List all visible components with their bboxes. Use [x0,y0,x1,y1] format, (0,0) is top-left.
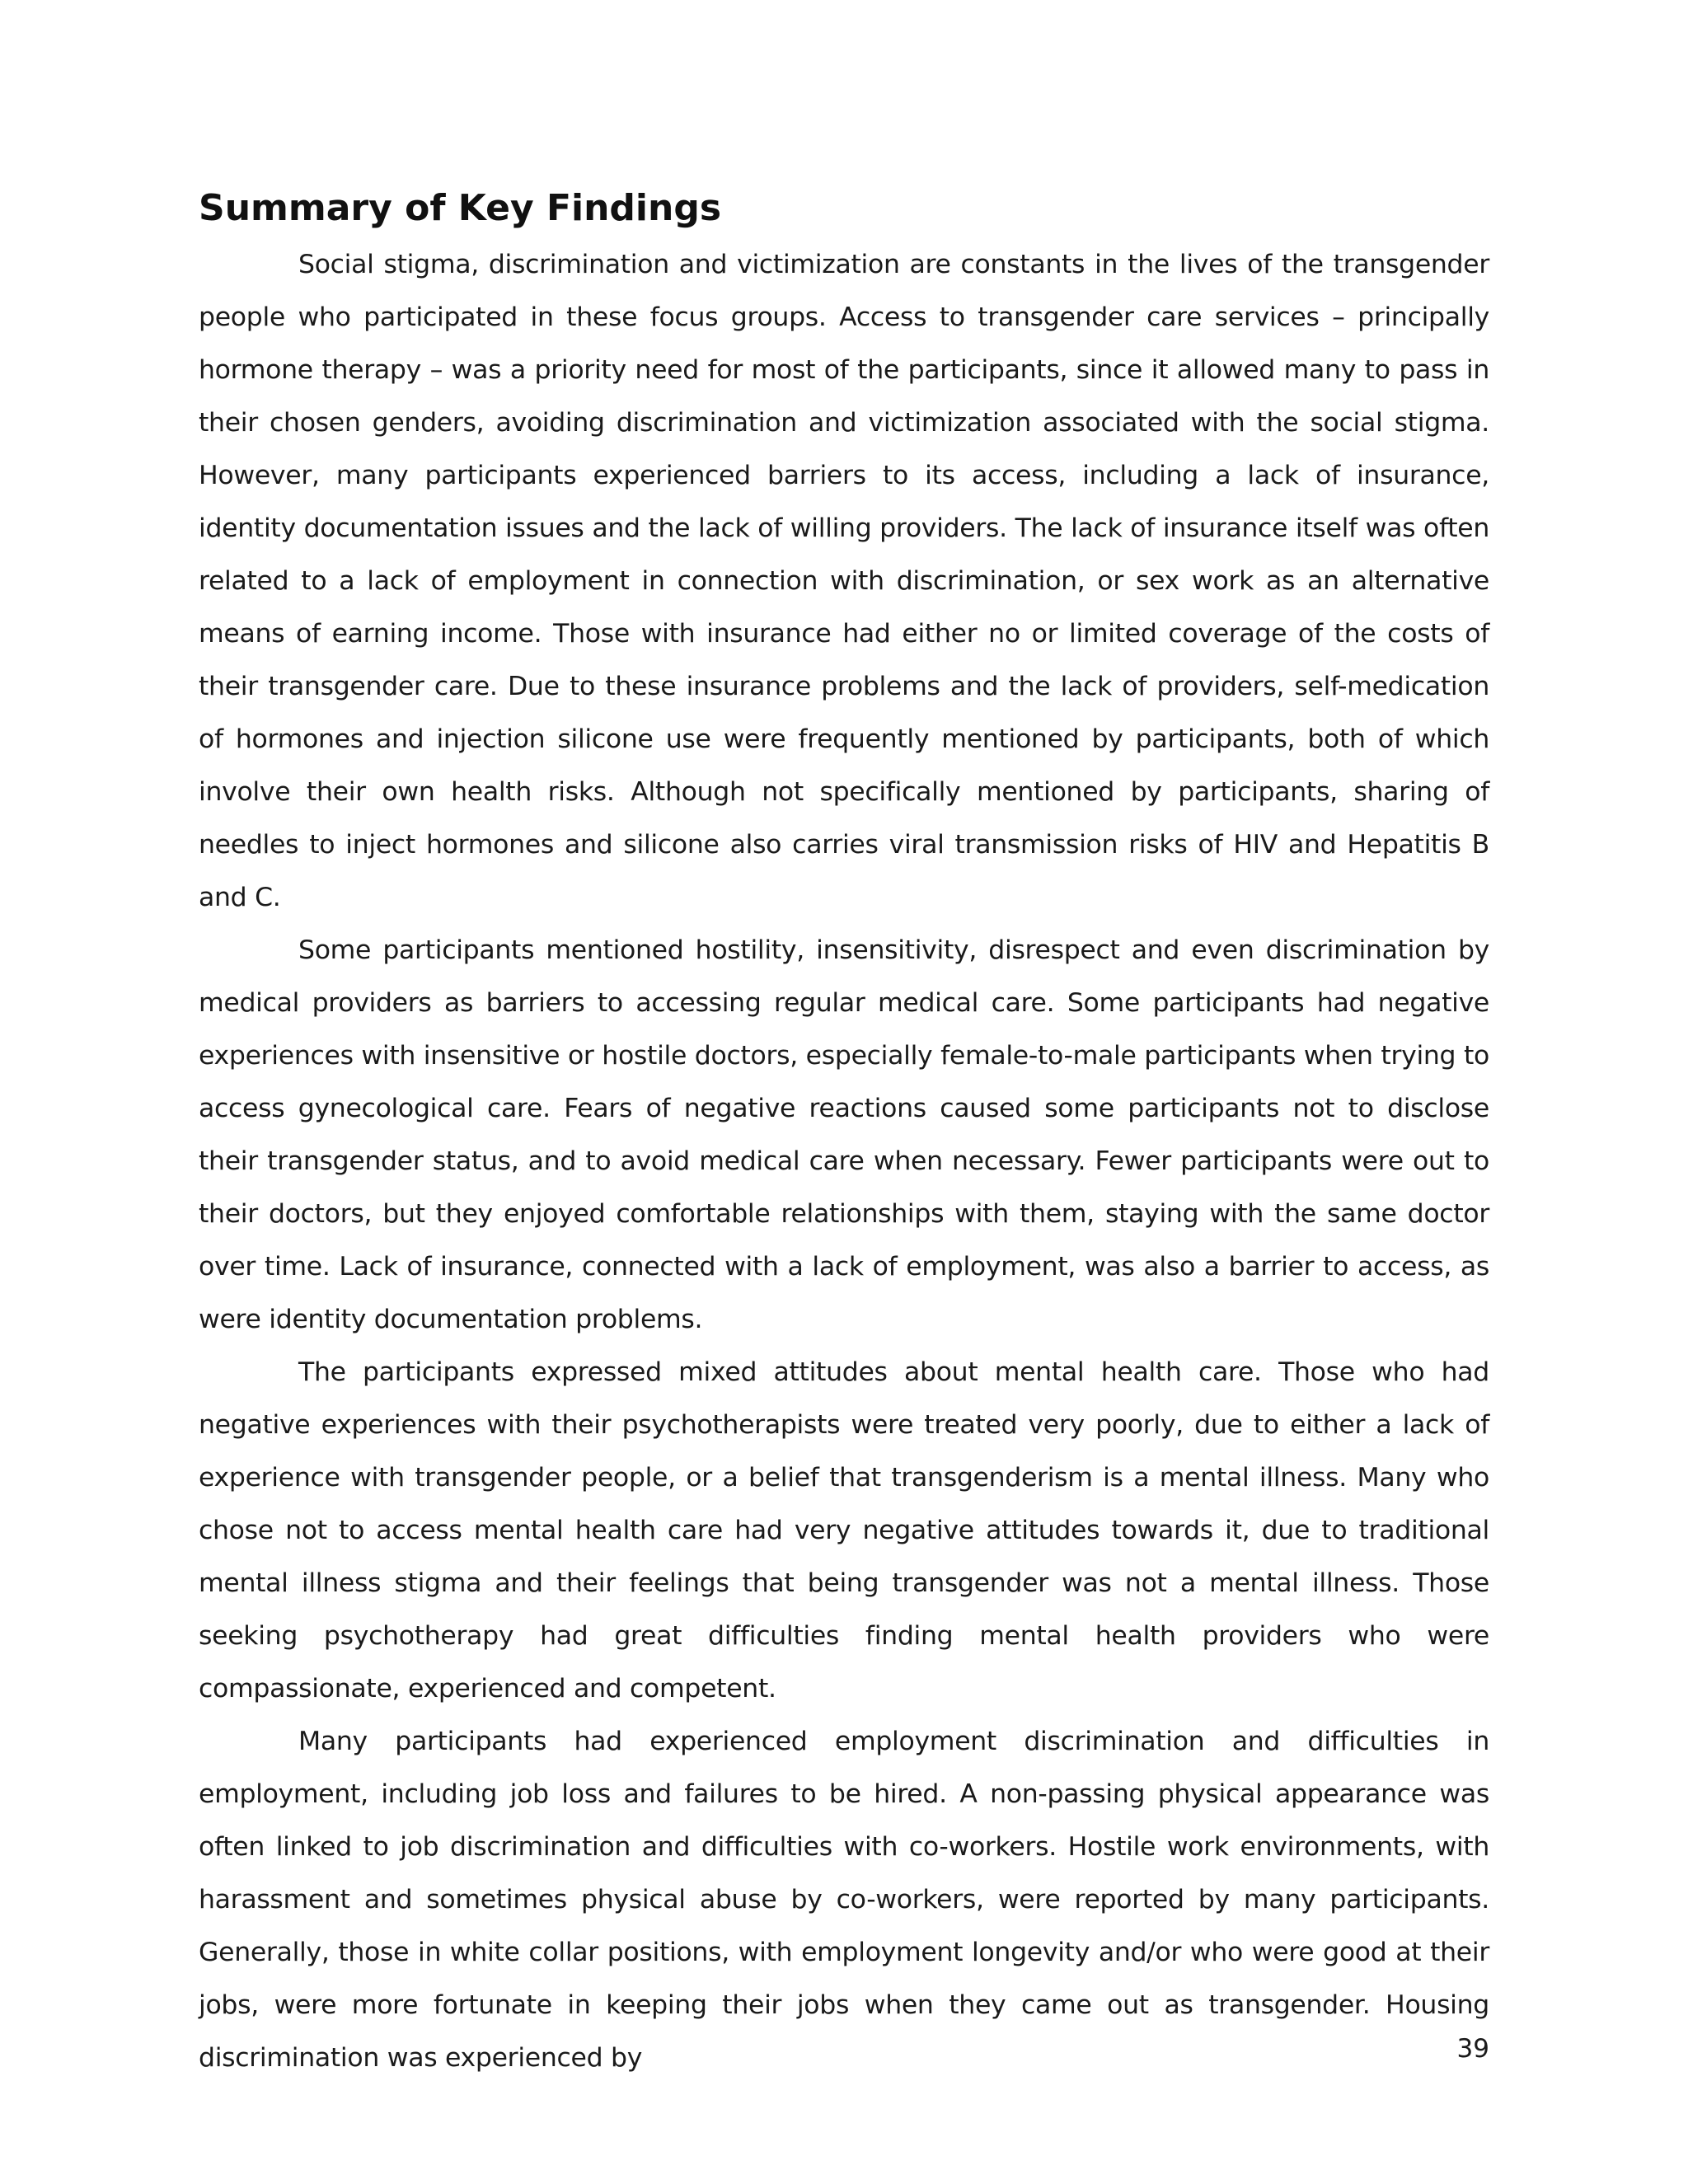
paragraph-medical-care: Some participants mentioned hostility, insensitivity, disrespect and even discrimination by medical providers as barriers to accessing regular medical care. Some participants had negative experiences with insensitive or hostile doctors, especially female-to-male participants when trying to access gynecological care. Fears of negative reactions caused some participants not to disclose their transgender status, and to avoid medical care when necessary. Fewer participants were out to their doctors, but they enjoyed comfortable relationships with them, staying with the same doctor over time. Lack of insurance, connected with a lack of employment, was also a barrier to access, as were identity documentation problems. [199,935,1489,1334]
page-content [199,185,1489,2084]
paragraph-employment: Many participants had experienced employment discrimination and difficulties in employment, including job loss and failures to be hired. A non-passing physical appearance was often linked to job discrimination and difficulties with co-workers. Hostile work environments, with harassment and sometimes physical abuse by co-workers, were reported by many participants. Generally, those in white collar positions, with employment longevity and/or who were good at their jobs, were more fortunate in keeping their jobs when they came out as transgender. Housing discrimination was experienced by [199,1727,1489,2073]
section-heading: Summary of Key Findings [199,187,722,229]
page-number: 39 [1456,2034,1489,2064]
paragraph-mental-health: The participants expressed mixed attitudes about mental health care. Those who had negative experiences with their psychotherapists were treated very poorly, due to either a lack of experience with transgender people, or a belief that transgenderism is a mental illness. Many who chose not to access mental health care had very negative attitudes towards it, due to traditional mental illness stigma and their feelings that being transgender was not a mental illness. Those seeking psychotherapy had great difficulties finding mental health providers who were compassionate, experienced and competent. [199,1357,1489,1704]
paragraph-stigma-access: Social stigma, discrimination and victimization are constants in the lives of the transgender people who participated in these focus groups. Access to transgender care services – principally hormone therapy – was a priority need for most of the participants, since it allowed many to pass in their chosen genders, avoiding discrimination and victimization associated with the social stigma. However, many participants experienced barriers to its access, including a lack of insurance, identity documentation issues and the lack of willing providers. The lack of insurance itself was often related to a lack of employment in connection with discrimination, or sex work as an alternative means of earning income. Those with insurance had either no or limited coverage of the costs of their transgender care. Due to these insurance problems and the lack of providers, self-medication of hormones and injection silicone use were frequently mentioned by participants, both of which involve their own health risks. Although not specifically mentioned by participants, sharing of needles to inject hormones and silicone also carries viral transmission risks of HIV and Hepatitis B and C. [199,250,1489,912]
